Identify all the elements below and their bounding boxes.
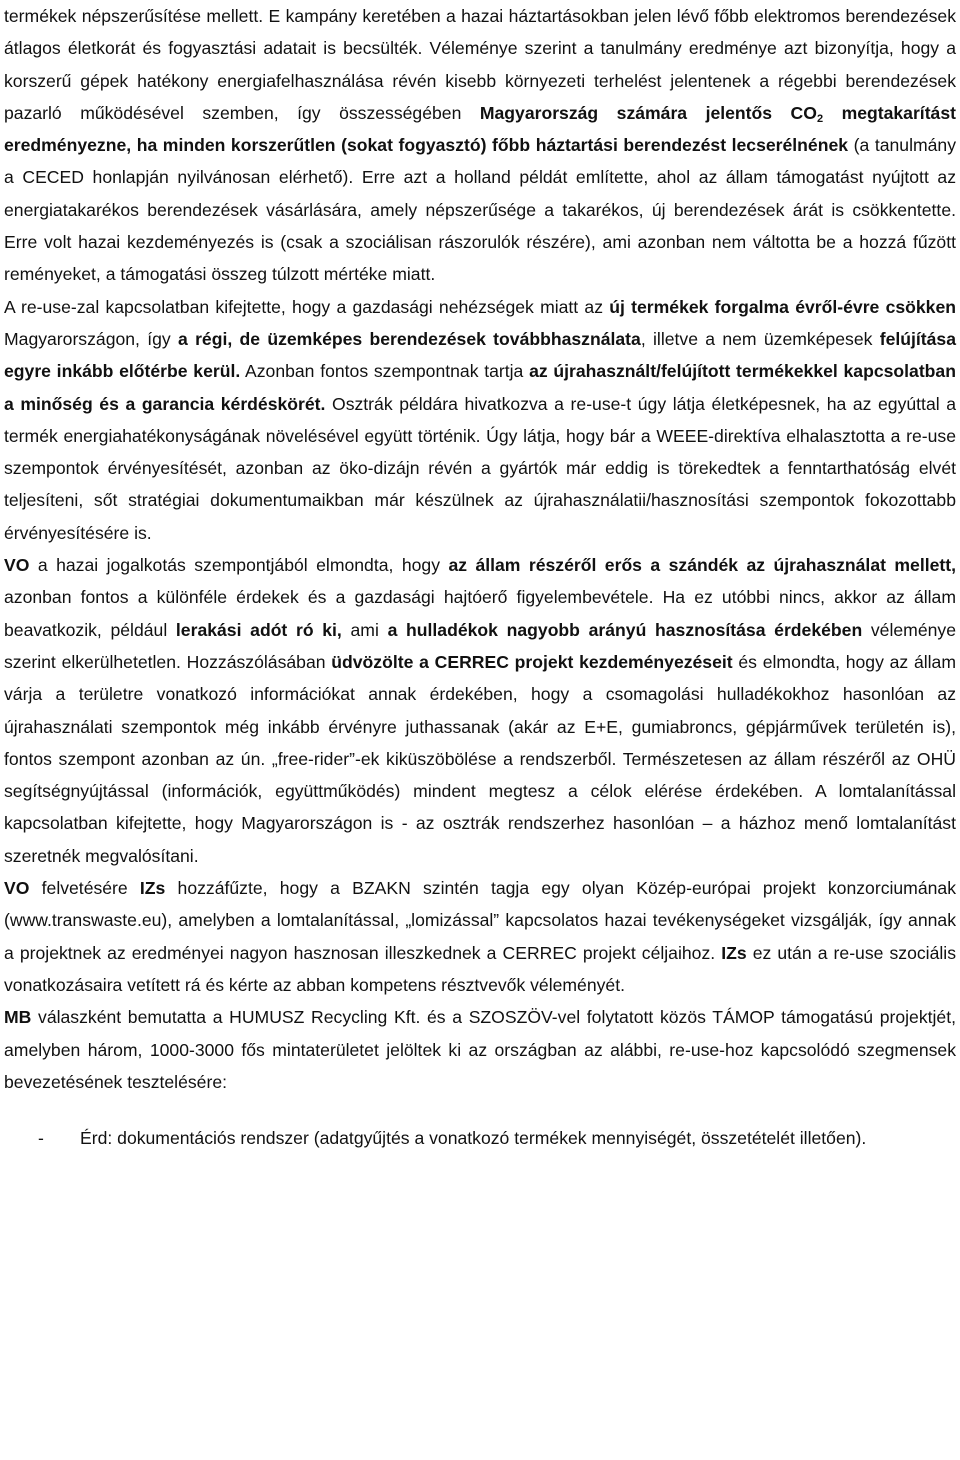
list-bullet: - [38,1128,44,1149]
text-span: válaszként bemutatta a HUMUSZ Recycling Kft. és a SZOSZÖV-vel folytatott közös TÁMOP támogatású projektjét, amelyben három, 1000-3000 fős mintaterületet jelöltek ki az országban az alábbi, re-use-hoz kapcsolódó szegmensek bevezetésének tesztelésére: [4,1007,956,1092]
paragraph-campaign [4,0,956,291]
text-span: azonban fontos a különféle érdekek és a gazdasági hajtóerő figyelembevétele. Ha ez utóbbi nincs, akkor az állam beavatkozik, például [4,587,956,640]
bold-span: a hulladékok nagyobb arányú hasznosítása érdekében [387,619,863,640]
text-span: (a tanulmány a CECED honlapján nyilvánosan elérhető). Erre azt a holland példát említette, ahol az állam támogatást nyújtott az energiatakarékos berendezések vásárlására, amely népszerűsége a takarékos, új berendezések árát is csökkentette. Erre volt hazai kezdeményezés is (csak a szociálisan rászorulók részére), ami azonban nem váltotta be a hozzá fűzött reményeket, a támogatási összeg túlzott mértéke miatt. [4,135,957,285]
list-item-text: Érd: dokumentációs rendszer (adatgyűjtés a vonatkozó termékek mennyiségét, összetételét illetően). [80,1128,867,1149]
speaker-vo: VO [4,555,30,576]
bold-span: az állam részéről erős a szándék az újrahasználat mellett, [448,555,957,576]
text-span: Magyarországon, így [4,328,178,349]
speaker-izs: IZs [721,942,747,963]
list-item [4,1122,956,1154]
text-span: Osztrák példára hivatkozva a re-use-t úgy látja életképesnek, ha az egyúttal a termék energiahatékonyságának növelésével együtt történik. Úgy látja, hogy bár a WEEE-direktíva elhalasztotta a re-use szempontok érvényesítését, azonban az öko-dizájn révén a gyártók már eddig is törekedtek a fenntarthatóság elvét teljesíteni, sőt stratégiai dokumentumaikban már készülnek az újrahasználatii/hasznosítási szempontok fokozottabb érvényesítésére is. [4,393,957,543]
text-span: a hazai jogalkotás szempontjából elmondta, hogy [29,555,449,576]
bold-span: felújítása egyre inkább előtérbe kerül. [4,328,956,382]
speaker-vo: VO [4,878,30,899]
speaker-mb: MB [4,1007,32,1028]
text-span: és elmondta, hogy az állam várja a területre vonatkozó információkat annak érdekében, hogy a csomagolási hulladékokhoz hasonlóan az újrahasználati szempontok még inkább érvényre juthassanak (akár az E+E, gumiabroncs, gépjárművek területén is), fontos szempont azonban az ún. „free-rider”-ek kiküszöbölése a rendszerből. Természetesen az állam részéről az OHÜ segítségnyújtással (információk, együttműködés) mindent megtesz a célok elérése érdekében. A lomtalanítással kapcsolatban kifejtette, hogy Magyarországon is - az osztrák rendszerhez hasonlóan – a házhoz menő lomtalanítást szeretnék megvalósítani. [4,651,956,866]
text-span: hozzáfűzte, hogy a BZAKN szintén tagja egy olyan Közép-európai projekt konzorciumának (www.transwaste.eu), amelyben a lomtalanítással, „lomizással” kapcsolatos hazai tevékenységeket vizsgálják, így annak a projektnek az eredményei nagyon hasznosan illeszkednek a CERREC projekt céljaihoz. [4,878,956,963]
text-span: ez után a re-use szociális vonatkozásaira vetített rá és kérte az abban kompetens résztvevők véleményét. [4,942,956,995]
text-span: , illetve a nem üzemképesek [640,328,880,349]
bold-span: üdvözölte a CERREC projekt kezdeményezéseit [331,651,733,672]
paragraph-vo-legislation [4,549,956,872]
paragraph-reuse [4,291,956,549]
text-span: felvetésére [29,878,140,899]
text-span: ami [341,619,388,640]
bold-span: az újrahasznált/felújított termékekkel kapcsolatban a minőség és a garancia kérdéskörét. [4,361,956,414]
bold-text: Magyarország számára jelentős CO [479,102,817,123]
bold-span: lerakási adót ró ki, [175,619,342,640]
bold-text: megtakarítást eredményezne, ha minden korszerűtlen (sokat fogyasztó) főbb háztartási berendezést lecserélnének [4,102,956,156]
segment-list [4,1122,956,1154]
paragraph-izs [4,872,956,1001]
bold-span: a régi, de üzemképes berendezések továbbhasználata [178,328,641,349]
paragraph-mb [4,1001,956,1098]
co2-subscript: 2 [816,112,824,125]
speaker-izs: IZs [139,878,166,899]
text-span: Azonban fontos szempontnak tartja [240,361,530,382]
text-span: véleménye szerint elkerülhetetlen. Hozzászólásában [4,619,956,672]
bold-span: új termékek forgalma évről-évre csökken [609,296,956,317]
text-span: A re-use-zal kapcsolatban kifejtette, hogy a gazdasági nehézségek miatt az [4,296,610,317]
text-span: termékek népszerűsítése mellett. E kampány keretében a hazai háztartásokban jelen lévő főbb elektromos berendezések átlagos életkorát és fogyasztási adatait is becsülték. Véleménye szerint a tanulmány eredménye azt bizonyítja, hogy a korszerű gépek hatékony energiafelhasználása révén kisebb környezeti terhelést jelentenek a régebbi berendezések pazarló működésével szemben, így összességében [4,6,956,123]
